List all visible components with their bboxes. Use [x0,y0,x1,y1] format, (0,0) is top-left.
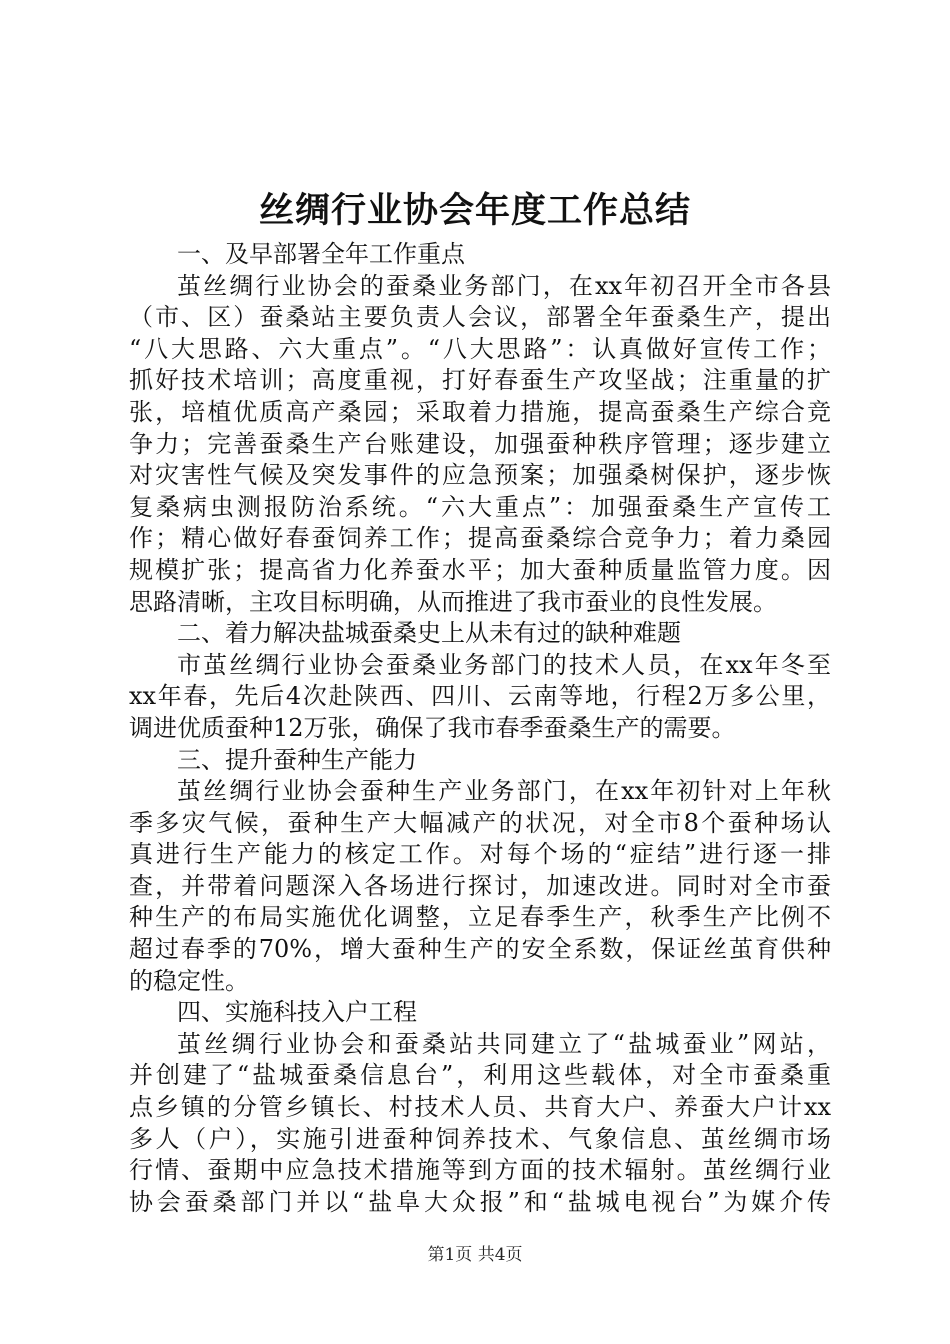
paragraph-line: 思路清晰，主攻目标明确，从而推进了我市蚕业的良性发展。 [129,587,777,616]
paragraph-line: xx年春，先后4次赴陕西、四川、云南等地，行程2万多公里， [129,682,831,711]
paragraph-line: 市茧丝绸行业协会蚕桑业务部门的技术人员，在xx年冬至 [177,650,831,679]
section-heading: 三、提升蚕种生产能力 [177,745,417,774]
paragraph-line: 并创建了“盐城蚕桑信息台”，利用这些载体，对全市蚕桑重 [129,1061,831,1090]
paragraph-line: 点乡镇的分管乡镇长、村技术人员、共育大户、养蚕大户计xx [129,1093,831,1122]
paragraph-line: 真进行生产能力的核定工作。对每个场的“症结”进行逐一排 [129,840,831,869]
paragraph-line: 的稳定性。 [129,966,249,995]
page-title: 丝绸行业协会年度工作总结 [258,190,691,231]
paragraph-line: 复桑病虫测报防治系统。“六大重点”：加强蚕桑生产宣传工 [129,492,831,521]
paragraph-line: 茧丝绸行业协会的蚕桑业务部门，在xx年初召开全市各县 [177,271,831,300]
paragraph-line: 抓好技术培训；高度重视，打好春蚕生产攻坚战；注重量的扩 [129,366,831,395]
paragraph-line: 调进优质蚕种12万张，确保了我市春季蚕桑生产的需要。 [129,713,736,742]
paragraph-line: 协会蚕桑部门并以“盐阜大众报”和“盐城电视台”为媒介传 [129,1187,831,1216]
paragraph-line: 茧丝绸行业协会蚕种生产业务部门，在xx年初针对上年秋 [177,777,831,806]
paragraph-line: 查，并带着问题深入各场进行探讨，加速改进。同时对全市蚕 [129,871,831,900]
paragraph-line: 行情、蚕期中应急技术措施等到方面的技术辐射。茧丝绸行业 [129,1156,831,1185]
paragraph-line: （市、区）蚕桑站主要负责人会议，部署全年蚕桑生产，提出 [129,303,831,332]
paragraph-line: 规模扩张；提高省力化养蚕水平；加大蚕种质量监管力度。因 [129,555,831,584]
paragraph-line: 多人（户），实施引进蚕种饲养技术、气象信息、茧丝绸市场 [129,1124,831,1153]
page-footer: 第1页 共4页 [427,1245,523,1265]
paragraph-line: 张，培植优质高产桑园；采取着力措施，提高蚕桑生产综合竞 [129,397,831,426]
paragraph-line: 季多灾气候，蚕种生产大幅减产的状况，对全市8个蚕种场认 [129,808,831,837]
paragraph-line: 对灾害性气候及突发事件的应急预案；加强桑树保护，逐步恢 [129,461,831,490]
document-body [129,239,831,1218]
section-heading: 一、及早部署全年工作重点 [177,240,465,268]
paragraph-line: 茧丝绸行业协会和蚕桑站共同建立了“盐城蚕业”网站， [177,1029,831,1058]
paragraph-line: 作；精心做好春蚕饲养工作；提高蚕桑综合竞争力；着力桑园 [129,524,831,553]
section-heading: 二、着力解决盐城蚕桑史上从未有过的缺种难题 [177,619,681,648]
section-heading: 四、实施科技入户工程 [177,998,417,1027]
paragraph-line: 种生产的布局实施优化调整，立足春季生产，秋季生产比例不 [129,903,831,932]
paragraph-line: “八大思路、六大重点”。“八大思路”：认真做好宣传工作； [129,334,831,363]
paragraph-line: 超过春季的70%，增大蚕种生产的安全系数，保证丝茧育供种 [129,935,831,964]
paragraph-line: 争力；完善蚕桑生产台账建设，加强蚕种秩序管理；逐步建立 [129,429,831,458]
